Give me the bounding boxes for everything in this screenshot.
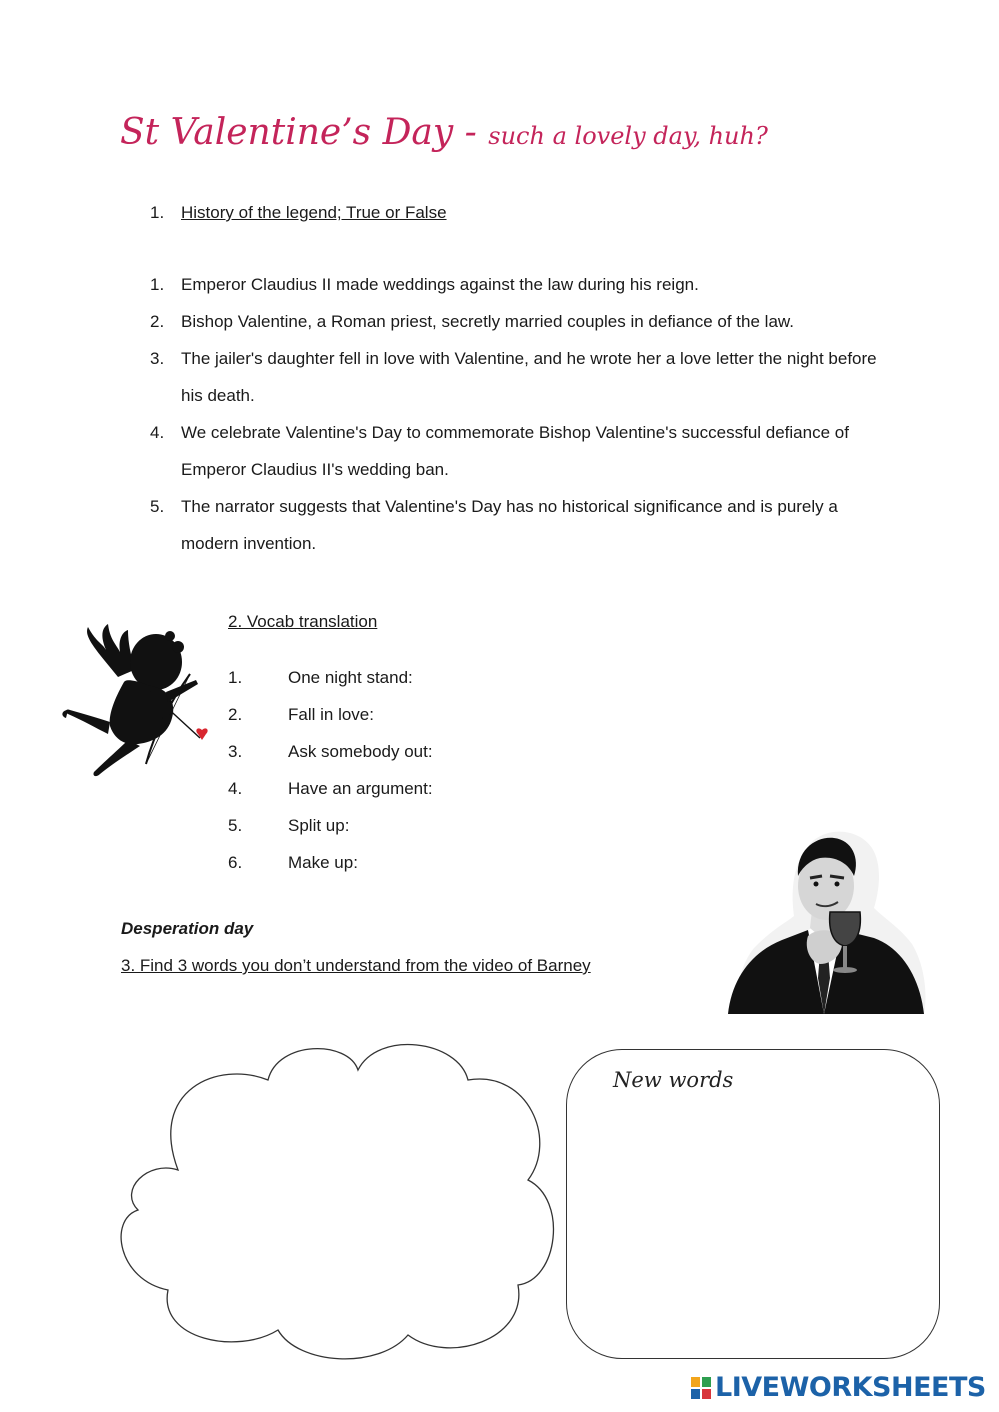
item-number: 2. xyxy=(150,312,165,331)
item-number: 3. xyxy=(228,742,243,761)
new-words-label: New words xyxy=(613,1068,734,1092)
title-subtitle: such a lovely day, huh? xyxy=(488,122,768,150)
list-item xyxy=(228,807,433,844)
section-1-heading xyxy=(150,203,447,223)
new-words-box[interactable] xyxy=(566,1049,940,1359)
item-text: The narrator suggests that Valentine's Day has no historical significance and is purely a modern invention. xyxy=(181,497,838,553)
barney-portrait-image xyxy=(724,828,929,1016)
item-text: Make up: xyxy=(288,853,358,872)
item-number: 2. xyxy=(228,705,243,724)
item-text: Fall in love: xyxy=(288,705,374,724)
list-item xyxy=(228,696,433,733)
heart-icon xyxy=(196,728,207,740)
list-item xyxy=(228,844,433,881)
section-3-heading: 3. Find 3 words you don’t understand from the video of Barney xyxy=(121,956,591,975)
vocab-list xyxy=(228,659,433,881)
item-number: 6. xyxy=(228,853,243,872)
list-item xyxy=(228,733,433,770)
cupid-icon xyxy=(58,622,218,782)
title-main: St Valentine’s Day - xyxy=(120,112,489,153)
item-text: Emperor Claudius II made weddings against the law during his reign. xyxy=(181,275,699,294)
page-title xyxy=(120,112,768,153)
desperation-day-subtitle: Desperation day xyxy=(121,919,254,938)
item-text: Ask somebody out: xyxy=(288,742,433,761)
item-number: 4. xyxy=(150,423,165,442)
section-1-title: History of the legend; True or False xyxy=(181,203,447,222)
list-item xyxy=(228,770,433,807)
item-number: 5. xyxy=(228,816,243,835)
item-number: 3. xyxy=(150,349,165,368)
list-item xyxy=(150,340,890,414)
item-text: The jailer's daughter fell in love with Valentine, and he wrote her a love letter the night before his death. xyxy=(181,349,877,405)
item-text: We celebrate Valentine's Day to commemorate Bishop Valentine's successful defiance of Emperor Claudius II's wedding ban. xyxy=(181,423,849,479)
liveworksheets-logo xyxy=(690,1372,986,1403)
item-text: Split up: xyxy=(288,816,350,835)
item-number: 1. xyxy=(150,275,165,294)
logo-text: LIVEWORKSHEETS xyxy=(715,1372,986,1403)
item-number: 5. xyxy=(150,497,165,516)
item-text: One night stand: xyxy=(288,668,413,687)
item-text: Bishop Valentine, a Roman priest, secretly married couples in defiance of the law. xyxy=(181,312,794,331)
cloud-answer-area[interactable] xyxy=(108,1020,563,1365)
list-item xyxy=(150,488,890,562)
item-number: 1. xyxy=(228,668,243,687)
list-item xyxy=(150,414,890,488)
item-number: 4. xyxy=(228,779,243,798)
true-false-list xyxy=(150,266,890,562)
item-text: Have an argument: xyxy=(288,779,433,798)
section-1-number: 1. xyxy=(150,203,165,222)
section-2-heading: 2. Vocab translation xyxy=(228,612,378,631)
list-item xyxy=(228,659,433,696)
list-item xyxy=(150,266,890,303)
logo-mark-icon xyxy=(690,1376,712,1400)
list-item xyxy=(150,303,890,340)
